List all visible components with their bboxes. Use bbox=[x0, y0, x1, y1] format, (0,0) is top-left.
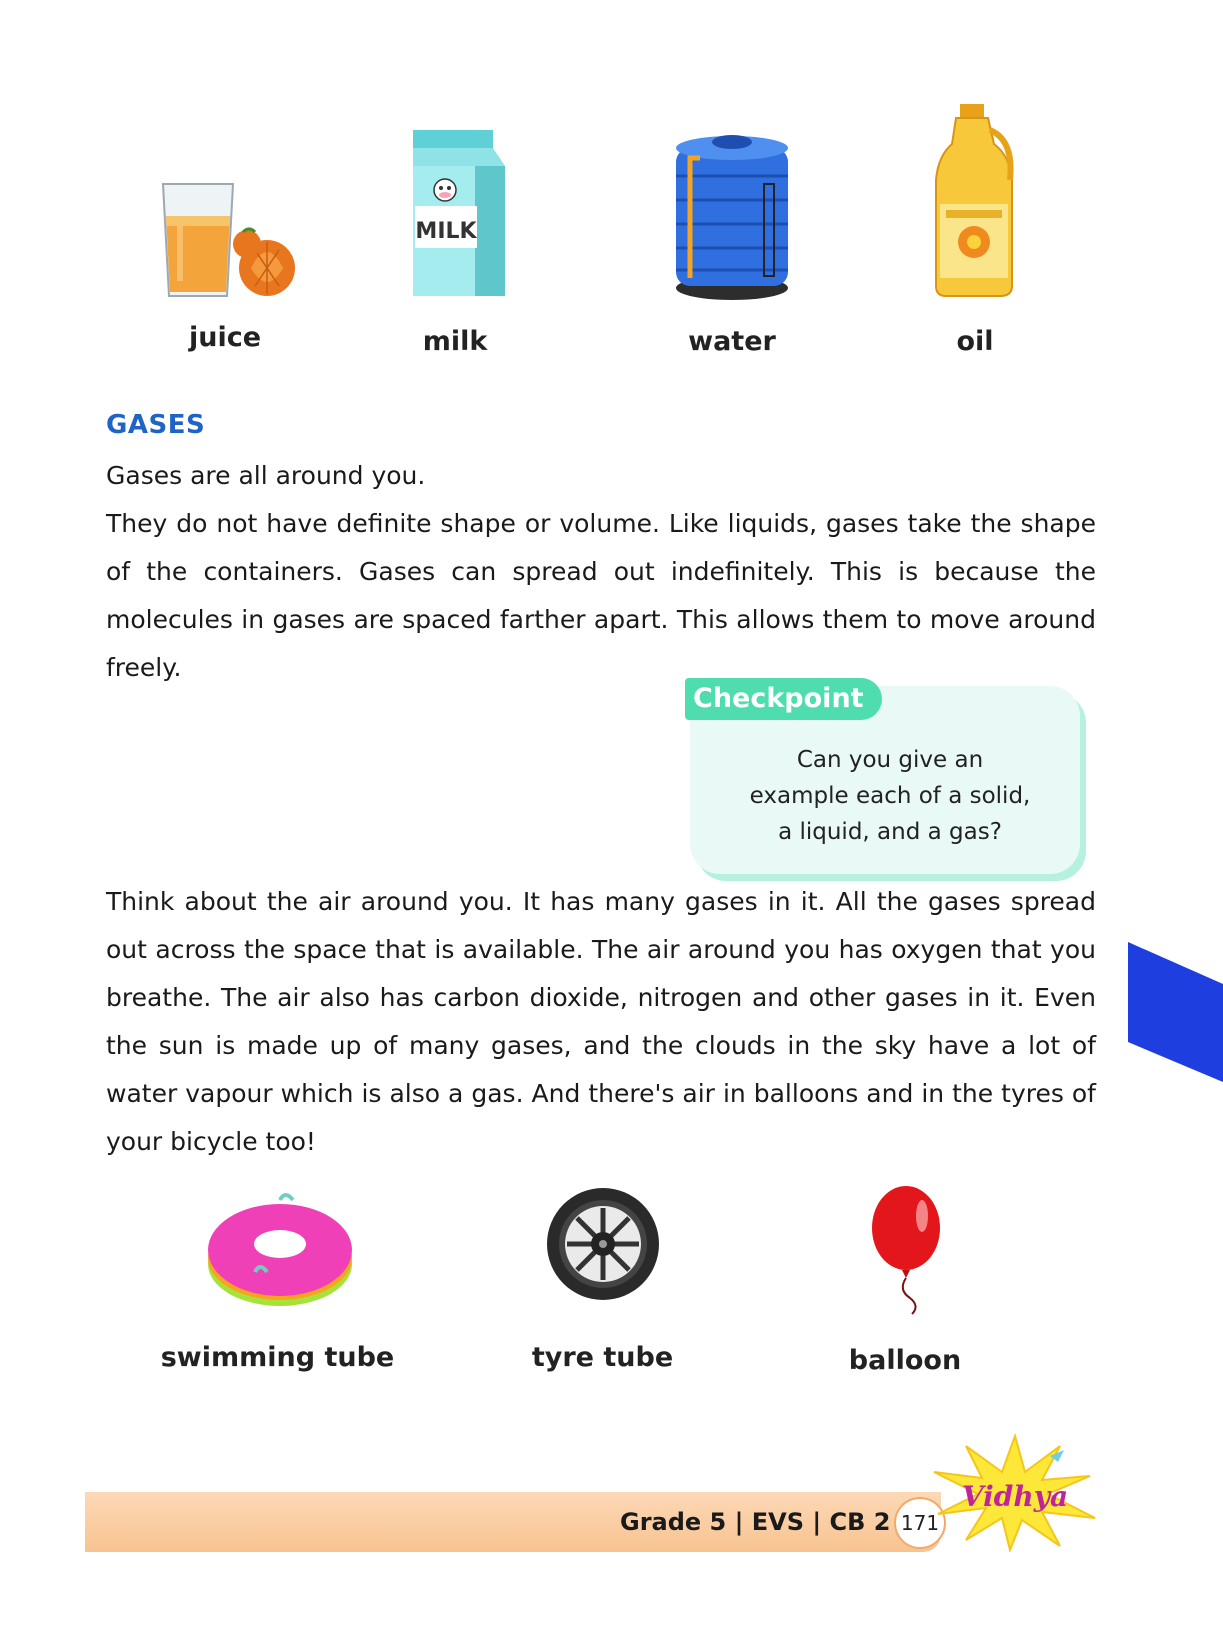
section-heading: GASES bbox=[106, 410, 206, 440]
logo-text: Vidhya bbox=[961, 1480, 1069, 1513]
oil-bottle-icon bbox=[930, 100, 1020, 304]
chapter-side-tab bbox=[1128, 942, 1223, 1086]
paragraph-gases: They do not have definite shape or volume. Like liquids, gases take the shape of the containers. Gases can spread out indefinitely. This is because the molecules in gases are spaced farther apart. This allows them to move around freely. bbox=[106, 509, 1096, 682]
water-tank-icon bbox=[670, 128, 795, 307]
milk-carton-text: MILK bbox=[415, 219, 477, 244]
swimming-tube-icon bbox=[205, 1182, 355, 1316]
liquid-label-oil: oil bbox=[956, 326, 994, 357]
paragraph-air: Think about the air around you. It has many gases in it. All the gases spread out across the space that is available. The air around you has oxygen that you breathe. The air also has carbon dioxide, nitrogen and other gases in it. Even the sun is made up of many gases, and the clouds in the sky have a lot of water vapour which is also a gas. And there's air in balloons and in the tyres of your bicycle too! bbox=[106, 887, 1096, 1156]
liquid-label-water: water bbox=[688, 326, 776, 357]
liquid-label-milk: milk bbox=[422, 326, 488, 357]
footer-grade-subject: Grade 5 | EVS | CB 2 bbox=[620, 1508, 891, 1536]
checkpoint-line-1: Can you give an bbox=[796, 747, 984, 773]
juice-glass-icon bbox=[155, 176, 300, 305]
gas-label-tyre-tube: tyre tube bbox=[531, 1342, 674, 1373]
checkpoint-title: Checkpoint bbox=[685, 678, 882, 720]
tyre-icon bbox=[545, 1186, 661, 1306]
checkpoint-line-3: a liquid, and a gas? bbox=[778, 819, 1002, 845]
intro-line: Gases are all around you. bbox=[106, 461, 426, 490]
page-number: 171 bbox=[894, 1497, 946, 1549]
gas-label-swimming-tube: swimming tube bbox=[160, 1342, 395, 1373]
balloon-icon bbox=[868, 1184, 948, 1320]
vidhya-logo bbox=[930, 1432, 1100, 1556]
gas-label-balloon: balloon bbox=[848, 1345, 962, 1376]
liquid-label-juice: juice bbox=[188, 322, 262, 353]
checkpoint-question bbox=[720, 742, 1060, 850]
checkpoint-line-2: example each of a solid, bbox=[749, 783, 1031, 809]
milk-carton-icon bbox=[405, 128, 510, 304]
